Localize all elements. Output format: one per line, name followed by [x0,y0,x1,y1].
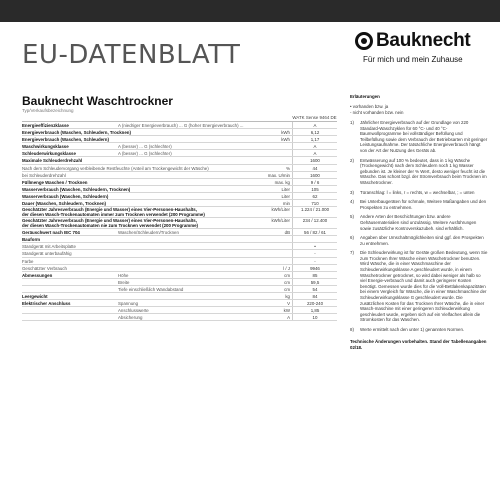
row-value: • [292,243,337,249]
row-label: Geräuschwert nach IEC 704 [22,230,80,236]
row-label: Farbe [22,258,34,264]
row-label: Standgerät unterbaufähig [22,251,72,257]
row-sublabel: Tiefe einschließlich Wandabstand [118,286,184,292]
row-sublabel: A (niedriger Energieverbrauch) ... G (hoher Energieverbrauch) ... [118,123,244,128]
row-label [22,207,290,217]
row-label: Geschätzter Verbrauch [22,265,67,271]
row-value: 105 [292,186,337,192]
row-value: - [292,258,337,264]
row-value: 710 [292,200,337,206]
row-value: 44 [292,165,337,171]
note-number: 2) [350,157,354,163]
row-value: 1600 [292,157,337,163]
note-item [350,214,488,231]
row-value: 59,5 [292,279,337,285]
row-unit: cm [284,272,290,278]
row-value: A [292,150,337,156]
note-number: 5) [350,214,354,220]
row-unit: l / J [283,265,290,271]
table-row [22,193,337,200]
note-text: Andere Arten der Beschichtungen bzw. andere Gehäusematerialien sind unzulässig. Weitere Ausführungen sowie zusätzliche Kontroverskazubeh. sind erhältlich. [360,214,477,231]
page-title: EU-DATENBLATT [22,40,241,70]
row-sublabel: Anschlusswerte [118,308,149,314]
table-row [22,314,337,321]
row-sublabel: Breite [118,279,130,285]
row-unit: cm [284,279,290,285]
row-value: - [292,250,337,256]
note-text: Bei Unterbaugeräten für schmale, Weitere Maßangaben und den Prospekten zu entnehmen. [360,199,487,210]
note-item [350,120,488,154]
note-item [350,158,488,186]
row-label: Nach dem Schleudervorgang verbleibende Restfeuchte (Anteil am Trockengewicht der Wäsche) [22,165,209,171]
row-value: 6,12 [292,129,337,135]
row-unit: kg [285,293,290,299]
row-unit: Liter [281,193,290,199]
row-label: Elektrischer Anschluss [22,301,71,307]
row-label-line-2: der diesen Wasch-Trockenautomaten immer zum Trocknen verwendet (200 Programme) [22,212,205,218]
table-row [22,179,337,186]
row-unit: kWh/Liter [271,207,290,213]
note-number: 8) [350,327,354,332]
row-label: bei Schleuderdrehzahl [22,172,66,178]
table-row [22,279,337,286]
row-sublabel: Spannung [118,301,139,307]
row-label: Wasserverbrauch (Waschen, Schleudern) [22,193,109,199]
note-text: Werte ermittelt nach den unter 1) genannten Normen. [360,327,465,332]
table-row [22,186,337,193]
table-row [22,286,337,293]
row-value: A [292,122,337,128]
note-text: Jährlicher Energieverbrauch auf der Grundlage von 220 Standard-Waschzyklen für 60 °C- und 40 °C-Baumwollprogramme bei vollständiger Befüllung und Teilbefüllung sowie dem Verbrauch der Betriebsarten mit geringer Leistungsaufnahme. Der tatsächliche Energieverbrauch hängt von der Art der Nutzung des Geräts ab. [360,120,488,153]
row-value: 62 [292,193,337,199]
row-value: 85 [292,272,337,278]
row-value: 9946 [292,265,337,271]
brand-logo [355,30,485,70]
product-subheading: Typ/Verkaufsbezeichnung [22,108,74,113]
table-header [22,113,337,122]
table-row [22,265,337,272]
row-label: Leergewicht [22,293,48,299]
brand-name: Bauknecht [376,30,471,51]
legend-absent: - nicht vorhanden bzw. nein [350,110,404,115]
row-unit: A [287,315,290,321]
row-sublabel: Höhe [118,272,129,278]
row-sublabel: A (besser) ... G (schlechter) [118,144,172,150]
table-row [22,250,337,257]
row-sublabel: Absicherung [118,315,143,321]
table-row [22,307,337,314]
row-label: Bauform [22,237,41,243]
row-label: Energieverbrauch (Waschen, Schleudern) [22,137,109,143]
row-label: Waschwirkungsklasse [22,144,69,150]
row-label: Standgerät mit Arbeitsplatte [22,244,76,250]
notes-footer: Technische Änderungen vorbehalten. Stand der Tabellenangaben 02/18. [350,338,487,350]
table-row [22,243,337,250]
table-row [22,293,337,300]
table-row [22,258,337,265]
note-number: 4) [350,199,354,205]
row-value: 56 / 82 / 61 [292,229,337,235]
row-unit: kW [283,308,290,314]
notes-list [350,120,488,333]
row-unit: V [287,301,290,307]
row-value: 1,85 [292,307,337,313]
row-unit: % [286,165,290,171]
note-text: Angaben über Umschaltmöglichkeiten sind ggf. den Prospekten zu entnehmen. [360,235,484,246]
row-value: 84 [292,293,337,299]
row-label-line-1: Geschätzter Jahresverbrauch (Energie und Wasser) eines Vier-Personen-Haushalts, [22,218,197,224]
table-row [22,236,337,243]
bauknecht-logo-icon [355,32,373,50]
note-number: 6) [350,235,354,241]
model-name: WATK Sense 9464 DE [292,115,337,120]
row-label-line-1: Geschätzter Jahresverbrauch (Energie und Wasser) eines Vier-Personen-Haushalts, [22,207,197,213]
row-value: 1,17 [292,136,337,142]
row-label: Füllmenge Waschen / Trocknen [22,179,88,185]
row-value: 9 / 6 [292,179,337,185]
row-value [292,236,337,242]
row-label: Schleuderwirkungsklasse [22,151,76,157]
note-number: 7) [350,250,354,256]
row-label: Maximale Schleuderdrehzahl [22,158,83,164]
row-unit: dB [284,230,290,236]
table-row [22,272,337,279]
note-number: 1) [350,120,354,125]
note-item [350,199,488,210]
row-value: 234 / 12.400 [292,218,337,228]
table-row [22,200,337,207]
table-row [22,218,337,229]
note-item [350,190,488,196]
row-unit: kWh [281,137,290,143]
row-unit: max. kg [274,179,290,185]
row-unit: kWh [281,130,290,136]
product-title: Bauknecht Waschtrockner [22,94,173,108]
top-bar [0,0,500,22]
table-row [22,172,337,179]
row-label: Wasserverbrauch (Waschen, Schleudern, Trocknen) [22,186,131,192]
table-row [22,129,337,136]
row-label-line-2: der diesen Wasch-Trockenautomaten nie zum Trocknen verwendet (200 Programme) [22,223,199,229]
table-row [22,165,337,172]
row-value: A [292,143,337,149]
table-row [22,229,337,236]
note-item [350,235,488,246]
table-body [22,122,337,321]
datasheet-table [22,113,337,321]
legend-present: • vorhanden bzw. ja [350,104,389,109]
notes-panel [350,94,488,351]
table-row [22,122,337,129]
note-text: Entwässerung auf 100 % bedeutet, dass in 1 kg Wäsche (Trockengewicht) nach dem Schleudern noch 1 kg Wasser gebunden ist. Je kleiner der % Wert, desto weniger feucht ist die Wäsche. Das schont bzgl. der Stromverbrauch beim Trocknen im Wäschetrockner. [360,157,487,185]
row-value: 10 [292,314,337,320]
row-value: 220-240 [292,300,337,306]
row-unit: max. U/min [267,172,290,178]
row-unit: cm [284,286,290,292]
row-label: Energieverbrauch (Waschen, Schleudern, Trocknen) [22,130,131,136]
row-unit: Liter [281,186,290,192]
row-value: 54 [292,286,337,292]
note-item [350,327,488,333]
table-row [22,207,337,218]
table-row [22,143,337,150]
row-unit: kWh/Liter [271,218,290,224]
row-sublabel: Waschen/Schleudern/Trocknen [118,230,179,236]
note-number: 3) [350,189,354,195]
row-value: 1.224 / 21.000 [292,207,337,217]
row-label: Abmessungen [22,272,53,278]
row-label: Energieeffizienzklasse [22,123,69,128]
row-value: 1600 [292,172,337,178]
note-text: Die Schleuderwirkung ist für Geräte großen Bedeutung, wenn Sie zum Trocknen Ihrer Wäsche einen Wäschetrockner benutzen. Wird Wäsche, die in einer Waschmaschine der Schleuderwirkungsklasse A geschleudert wurde, in einem Wäschetrockner getrocknet, so wird dabei weniger als halb so viel Energie-verbrauch und damit auch geringerer Kosten benötigt. Gemessen wurde dies für die Voll-Bettlakenkapazitäten bei einem Vergleich für Wäsche, die in einer Waschmaschine der Schleuderwirkungsklasse G geschleudert wurde. Die zusätzlichen Kosten für das Trocknen Ihrer Wäsche, die in einer Wasch-maschine mit einer geringeren Schleuderwirkung geschleudert wurde, ergeben sich auf ein Vielfaches allein die Stromkosten für das Waschen. [360,250,488,323]
note-item [350,250,488,323]
table-row [22,136,337,143]
row-label: Dauer (Waschen, Schleudern, Trocknen) [22,201,107,207]
brand-tagline: Für mich und mein Zuhause [363,55,463,64]
row-unit: min [282,201,290,207]
table-row [22,300,337,307]
row-label [22,218,290,228]
row-sublabel: A (besser) ... G (schlechter) [118,151,172,157]
note-text: Türanschlag: l = links, r = rechts, w = wechselbar, ; = unten [360,189,475,195]
table-row [22,157,337,164]
table-row [22,150,337,157]
notes-title: Erläuterungen [350,94,380,99]
